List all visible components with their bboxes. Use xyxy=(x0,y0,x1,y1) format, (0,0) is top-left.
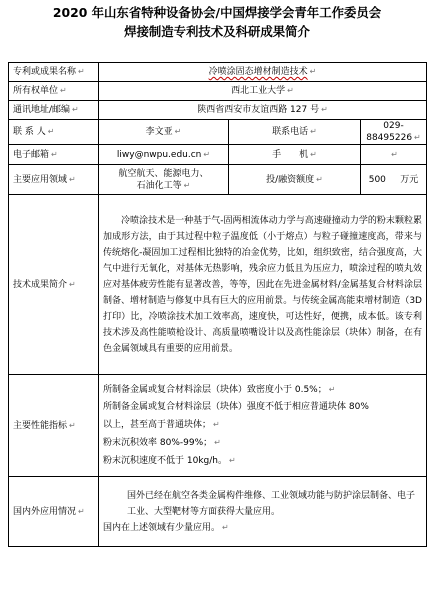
row-contact xyxy=(9,120,427,145)
application-paragraph: 国外已经在航空各类金属构件维修、工业领域功能与防护涂层制备、电子工业、大型靶材等方面获得大量应用。 xyxy=(127,490,416,517)
field-value: 航空航天、能源电力、 石油化工等 ↵ xyxy=(99,165,229,195)
performance-line: 粉末沉积速度不低于 10kg/h。 ↵ xyxy=(103,456,236,466)
intro-value xyxy=(99,195,427,375)
project-name-label: 专利或成果名称 ↵ xyxy=(9,63,99,82)
patent-info-table xyxy=(8,62,427,547)
row-intro xyxy=(9,195,427,375)
header-line-2: 焊接制造专利技术及科研成果简介 xyxy=(124,24,310,39)
performance-line: 所制备金属或复合材料涂层（块体）强度不低于相应普通块体 80% xyxy=(103,402,369,412)
phone-label: 联系电话 ↵ xyxy=(229,120,361,145)
performance-line: 所制备金属或复合材料涂层（块体）致密度小于 0.5%； ↵ xyxy=(103,385,336,395)
row-performance xyxy=(9,375,427,477)
phone-value: 029-88495226 ↵ xyxy=(361,120,427,145)
row-email xyxy=(9,145,427,165)
project-name-value: 冷喷涂固态增材制造技术 ↵ xyxy=(99,63,427,82)
performance-label: 主要性能指标 ↵ xyxy=(9,375,99,477)
row-address xyxy=(9,101,427,120)
performance-line: 以上，甚至高于普通块体； ↵ xyxy=(103,420,220,430)
address-label: 通讯地址/邮编 ↵ xyxy=(9,101,99,120)
owner-value: 西北工业大学 ↵ xyxy=(99,82,427,101)
contact-value: 李文亚 ↵ xyxy=(99,120,229,145)
row-owner xyxy=(9,82,427,101)
intro-paragraph: 冷喷涂技术是一种基于气-固两相流体动力学与高速碰撞动力学的粉末颗粒累加成形方法，由于其过程中粒子温度低（小于熔点）与粒子碰撞速度高，带来与传统熔化-凝固加工过程相比独特的冶金优势，比如，组织致密，结合强度高，大气中进行无氧化，对基体无热影响，残余应力低且为压应力，喷涂过程的喷丸效应对基体疲劳性能有显著改善，等等，因此在先进金属材料/金属基复合材料涂层制备、增材制造与修复中具有巨大的应用前景。与传统金属高能束增材制造（3D 打印）比，冷喷涂技术加工效率高，速度快，可达性好，便携，成本低。该专利技术涉及高性能喷枪设计、高质量喷嘴设计以及高性能涂层（块体）制备，在有色金属领域具有重要的应用前景。 xyxy=(103,215,422,354)
contact-label: 联 系 人 ↵ xyxy=(9,120,99,145)
investment-label: 投/融资额度 ↵ xyxy=(229,165,361,195)
intro-label: 技术成果简介 ↵ xyxy=(9,195,99,375)
investment-value: 500 万元 xyxy=(361,165,427,195)
performance-value xyxy=(99,375,427,477)
row-field xyxy=(9,165,427,195)
application-line-2: 国内在上述领域有少量应用。 ↵ xyxy=(103,522,229,533)
application-label: 国内外应用情况 ↵ xyxy=(9,477,99,547)
application-value xyxy=(99,477,427,547)
email-value: liwy@nwpu.edu.cn ↵ xyxy=(99,145,229,165)
owner-label: 所有权单位 ↵ xyxy=(9,82,99,101)
email-label: 电子邮箱 ↵ xyxy=(9,145,99,165)
document-header xyxy=(0,3,434,41)
row-application xyxy=(9,477,427,547)
field-label: 主要应用领域 ↵ xyxy=(9,165,99,195)
address-value: 陕西省西安市友谊西路 127 号 ↵ xyxy=(99,101,427,120)
row-project xyxy=(9,63,427,82)
mobile-label: 手 机 ↵ xyxy=(229,145,361,165)
performance-line: 粉末沉积效率 80%-99%； ↵ xyxy=(103,438,221,448)
mobile-value: ↵ xyxy=(361,145,427,165)
header-line-1: 2020 年山东省特种设备协会/中国焊接学会青年工作委员会 xyxy=(52,5,382,20)
